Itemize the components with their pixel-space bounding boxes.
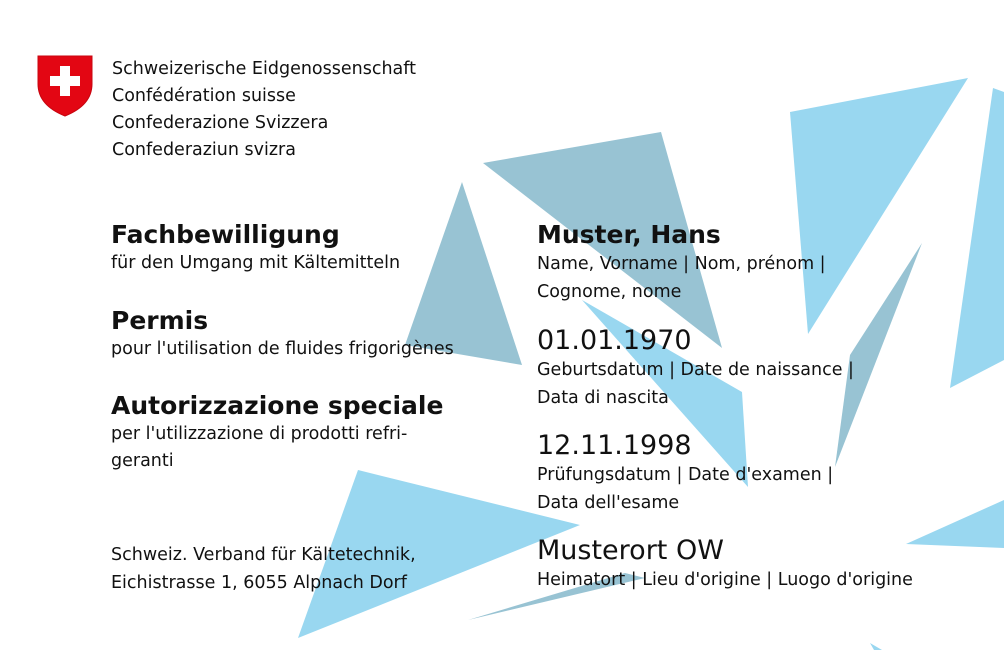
holder-name-label-line1: Name, Vorname | Nom, prénom |: [537, 254, 826, 274]
permit-title-de-block: [111, 220, 400, 277]
shard-light: [870, 643, 882, 650]
exam-date-field: [537, 431, 897, 517]
permit-title-fr: Permis: [111, 306, 209, 335]
permit-subtitle-fr: pour l'utilisation de fluides frigorigènes: [111, 339, 454, 359]
birth-date: 01.01.1970: [537, 325, 692, 356]
holder-name-label-line2: Cognome, nome: [537, 282, 682, 302]
issuer-address: [111, 541, 416, 597]
permit-subtitle-it-line2: geranti: [111, 451, 174, 471]
confederation-fr: Confédération suisse: [112, 86, 296, 106]
permit-subtitle-de: für den Umgang mit Kältemitteln: [111, 253, 401, 273]
confederation-rm: Confederaziun svizra: [112, 140, 296, 160]
holder-name: Muster, Hans: [537, 220, 721, 249]
issuer-name: Schweiz. Verband für Kältetechnik,: [111, 545, 416, 565]
shard-light: [950, 88, 1004, 388]
permit-title-fr-block: [111, 306, 454, 363]
confederation-it: Confederazione Svizzera: [112, 113, 329, 133]
swiss-crest-icon: [36, 54, 94, 118]
holder-name-field: [537, 220, 897, 306]
permit-title-it: Autorizzazione speciale: [111, 391, 444, 420]
issuer-street: Eichistrasse 1, 6055 Alpnach Dorf: [111, 573, 407, 593]
confederation-de: Schweizerische Eidgenossenschaft: [112, 59, 416, 79]
permit-title-it-block: [111, 391, 471, 475]
permit-subtitle-it-line1: per l'utilizzazione di prodotti refri-: [111, 424, 408, 444]
exam-date: 12.11.1998: [537, 430, 692, 461]
place-of-origin-field: [537, 536, 977, 594]
permit-title-de: Fachbewilligung: [111, 220, 340, 249]
place-of-origin: Musterort OW: [537, 535, 724, 566]
birth-date-field: [537, 326, 897, 412]
exam-date-label-line2: Data dell'esame: [537, 493, 680, 513]
confederation-names: [112, 56, 416, 164]
birth-date-label-line1: Geburtsdatum | Date de naissance |: [537, 360, 854, 380]
place-of-origin-label: Heimatort | Lieu d'origine | Luogo d'origine: [537, 570, 913, 590]
birth-date-label-line2: Data di nascita: [537, 388, 669, 408]
exam-date-label-line1: Prüfungsdatum | Date d'examen |: [537, 465, 834, 485]
